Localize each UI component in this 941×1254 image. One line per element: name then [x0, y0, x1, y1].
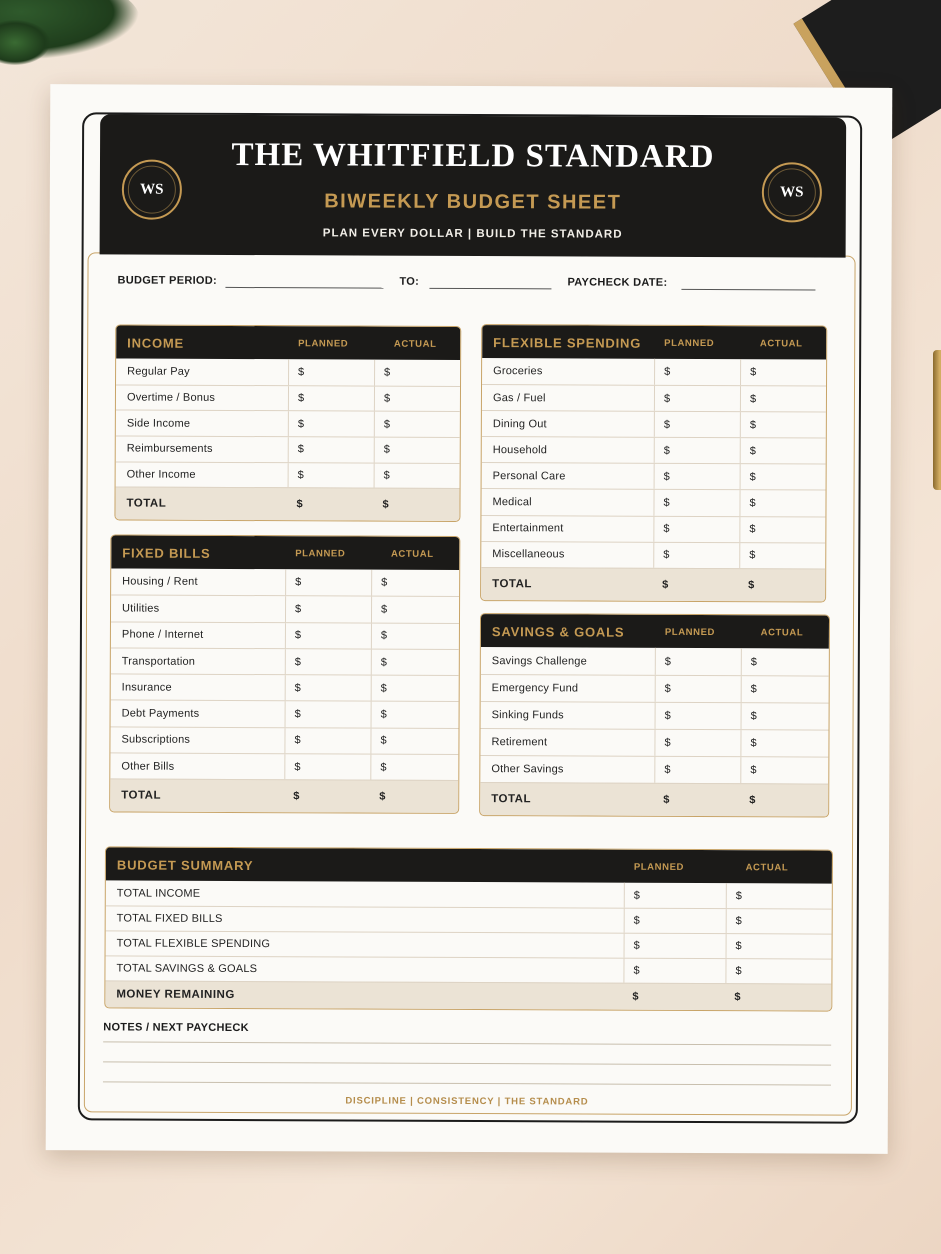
- actual-amount-field[interactable]: [371, 702, 461, 728]
- actual-amount-field[interactable]: [726, 909, 833, 933]
- savings-goals-row: [481, 674, 829, 703]
- summary-row: [106, 930, 832, 958]
- summary-header: [106, 847, 832, 883]
- currency-symbol: $: [749, 523, 756, 536]
- budget-period-label: BUDGET PERIOD:: [117, 274, 218, 287]
- period-row: [115, 272, 835, 295]
- total-label: TOTAL: [126, 497, 167, 511]
- total-label: MONEY REMAINING: [116, 988, 235, 1001]
- currency-symbol: $: [380, 735, 387, 748]
- actual-column-header: ACTUAL: [759, 338, 803, 350]
- planned-amount-field[interactable]: [284, 728, 370, 754]
- currency-symbol: $: [662, 578, 669, 591]
- actual-total-field[interactable]: [373, 489, 461, 521]
- row-label: Regular Pay: [127, 365, 190, 378]
- fixed-bills-row: [111, 595, 459, 623]
- paycheck-date-field[interactable]: [681, 289, 815, 291]
- row-label: Subscriptions: [121, 733, 191, 747]
- savings-goals-header: [481, 614, 829, 649]
- currency-symbol: $: [296, 498, 303, 511]
- planned-amount-field[interactable]: [653, 542, 739, 567]
- currency-symbol: $: [735, 915, 742, 928]
- currency-symbol: $: [380, 629, 388, 642]
- planned-column-header: PLANNED: [633, 861, 685, 873]
- summary-total-row: [105, 980, 831, 1010]
- row-label: Debt Payments: [121, 707, 200, 720]
- fixed-bills-row: [110, 726, 458, 754]
- currency-symbol: $: [297, 392, 305, 405]
- row-label: Personal Care: [492, 470, 566, 483]
- planned-amount-field[interactable]: [655, 648, 741, 675]
- planned-amount-field[interactable]: [285, 702, 371, 728]
- planned-total-field[interactable]: [287, 489, 373, 521]
- actual-column-header: ACTUAL: [393, 338, 437, 350]
- savings-goals-row: [481, 701, 829, 730]
- savings-goals-row: [480, 755, 828, 784]
- currency-symbol: $: [383, 469, 390, 482]
- actual-amount-field[interactable]: [374, 438, 462, 463]
- planned-amount-field[interactable]: [285, 649, 371, 675]
- planned-amount-field[interactable]: [654, 757, 740, 783]
- income-row: [116, 461, 460, 488]
- fixed-bills-row: [110, 753, 458, 781]
- currency-symbol: $: [294, 708, 301, 721]
- fixed-bills-title: FIXED BILLS: [122, 545, 211, 561]
- actual-amount-field[interactable]: [371, 623, 460, 649]
- actual-amount-field[interactable]: [374, 463, 462, 488]
- row-label: Sinking Funds: [491, 709, 564, 722]
- planned-amount-field[interactable]: [288, 386, 374, 411]
- row-label: Reimbursements: [126, 442, 213, 456]
- fixed-bills-total-row: [110, 779, 458, 814]
- currency-symbol: $: [383, 444, 390, 457]
- currency-symbol: $: [734, 991, 741, 1004]
- actual-column-header: ACTUAL: [745, 862, 789, 874]
- row-label: Other Bills: [121, 760, 175, 773]
- currency-symbol: $: [663, 549, 670, 562]
- currency-symbol: $: [750, 764, 757, 777]
- row-label: TOTAL INCOME: [116, 886, 201, 900]
- planned-amount-field[interactable]: [624, 934, 726, 958]
- currency-symbol: $: [633, 964, 640, 977]
- currency-symbol: $: [297, 417, 305, 430]
- total-label: TOTAL: [121, 789, 162, 803]
- logo-text: WS: [780, 183, 804, 200]
- sheet-tagline: PLAN EVERY DOLLAR | BUILD THE STANDARD: [322, 227, 623, 241]
- fixed-bills-row: [111, 700, 459, 728]
- currency-symbol: $: [663, 470, 670, 483]
- paycheck-date-label: PAYCHECK DATE:: [567, 276, 668, 289]
- currency-symbol: $: [381, 576, 388, 589]
- currency-symbol: $: [664, 763, 671, 776]
- sheet-title: THE WHITFIELD STANDARD: [231, 136, 715, 176]
- planned-amount-field[interactable]: [624, 909, 726, 933]
- currency-symbol: $: [749, 445, 756, 458]
- actual-amount-field[interactable]: [371, 649, 461, 675]
- row-label: Transportation: [121, 655, 196, 668]
- planned-column-header: PLANNED: [664, 337, 715, 350]
- flexible-spending-title: FLEXIBLE SPENDING: [493, 335, 642, 351]
- currency-symbol: $: [750, 366, 757, 379]
- summary-row: [105, 955, 831, 983]
- notes-label: NOTES / NEXT PAYCHECK: [103, 1021, 249, 1035]
- currency-symbol: $: [663, 522, 670, 535]
- savings-goals-row: [481, 647, 829, 676]
- actual-amount-field[interactable]: [739, 491, 827, 516]
- actual-amount-field[interactable]: [740, 757, 830, 783]
- to-label: TO:: [399, 275, 420, 288]
- planned-amount-field[interactable]: [288, 437, 374, 462]
- row-label: Side Income: [126, 417, 191, 430]
- currency-symbol: $: [295, 576, 302, 589]
- currency-symbol: $: [295, 603, 302, 616]
- actual-amount-field[interactable]: [740, 359, 827, 385]
- currency-symbol: $: [633, 914, 640, 927]
- actual-amount-field[interactable]: [374, 412, 461, 437]
- actual-amount-field[interactable]: [726, 934, 833, 958]
- currency-symbol: $: [748, 578, 755, 591]
- ws-logo-right: [762, 162, 822, 222]
- fixed-bills-row: [111, 647, 459, 675]
- row-label: Utilities: [122, 602, 160, 615]
- sheet-header: [100, 114, 847, 257]
- actual-amount-field[interactable]: [741, 703, 831, 729]
- fixed-bills-row: [111, 674, 459, 702]
- currency-symbol: $: [750, 655, 757, 668]
- actual-amount-field[interactable]: [740, 465, 828, 490]
- row-label: Other Savings: [491, 763, 564, 776]
- currency-symbol: $: [749, 471, 756, 484]
- fixed-bills-header: [111, 535, 459, 570]
- savings-goals-row: [480, 728, 828, 757]
- sheet-subtitle: BIWEEKLY BUDGET SHEET: [324, 190, 622, 214]
- currency-symbol: $: [381, 603, 388, 616]
- currency-symbol: $: [735, 965, 742, 978]
- row-label: Housing / Rent: [122, 575, 198, 588]
- planned-total-field[interactable]: [654, 784, 740, 816]
- flexible-spending-row: [481, 541, 825, 569]
- row-label: Miscellaneous: [492, 548, 565, 561]
- income-header: [116, 325, 460, 360]
- row-label: Other Income: [126, 468, 196, 481]
- row-label: Overtime / Bonus: [126, 391, 216, 404]
- planned-amount-field[interactable]: [654, 438, 740, 463]
- actual-total-field[interactable]: [740, 784, 830, 816]
- row-label: Emergency Fund: [491, 682, 579, 695]
- currency-symbol: $: [294, 734, 301, 747]
- actual-amount-field[interactable]: [740, 386, 827, 411]
- currency-symbol: $: [663, 496, 670, 509]
- currency-symbol: $: [380, 656, 387, 669]
- planned-column-header: PLANNED: [295, 548, 346, 560]
- currency-symbol: $: [633, 889, 640, 902]
- currency-symbol: $: [380, 682, 387, 695]
- currency-symbol: $: [749, 497, 756, 510]
- flexible-spending-row: [481, 489, 825, 517]
- row-label: TOTAL SAVINGS & GOALS: [116, 962, 258, 976]
- planned-amount-field[interactable]: [654, 730, 740, 756]
- currency-symbol: $: [663, 392, 671, 405]
- to-date-field[interactable]: [429, 288, 551, 290]
- currency-symbol: $: [293, 790, 300, 803]
- planned-amount-field[interactable]: [654, 386, 740, 411]
- planned-total-field[interactable]: [653, 569, 739, 601]
- currency-symbol: $: [750, 710, 757, 723]
- budget-period-field[interactable]: [225, 287, 383, 289]
- income-row: [116, 410, 460, 437]
- flexible-spending-header: [482, 325, 826, 360]
- actual-amount-field[interactable]: [371, 676, 461, 702]
- currency-symbol: $: [297, 443, 304, 456]
- actual-amount-field[interactable]: [739, 543, 827, 568]
- row-label: Phone / Internet: [121, 628, 204, 642]
- row-label: Medical: [492, 496, 532, 509]
- planned-amount-field[interactable]: [624, 883, 726, 908]
- currency-symbol: $: [382, 499, 389, 512]
- planned-amount-field[interactable]: [655, 703, 741, 729]
- currency-symbol: $: [383, 392, 391, 405]
- actual-amount-field[interactable]: [371, 597, 460, 623]
- pen-decoration: [933, 350, 941, 490]
- row-label: Savings Challenge: [491, 654, 587, 668]
- income-title: INCOME: [127, 335, 185, 351]
- actual-total-field[interactable]: [725, 984, 833, 1010]
- planned-amount-field[interactable]: [623, 959, 725, 983]
- savings-goals-total-row: [480, 782, 828, 817]
- planned-amount-field[interactable]: [653, 516, 739, 541]
- actual-amount-field[interactable]: [739, 517, 827, 542]
- currency-symbol: $: [663, 418, 671, 431]
- planned-amount-field[interactable]: [653, 490, 739, 515]
- currency-symbol: $: [749, 418, 757, 431]
- income-row: [116, 384, 460, 411]
- actual-amount-field[interactable]: [726, 883, 833, 908]
- planned-amount-field[interactable]: [285, 569, 371, 596]
- currency-symbol: $: [750, 683, 757, 696]
- currency-symbol: $: [749, 392, 757, 405]
- planned-total-field[interactable]: [623, 984, 725, 1010]
- currency-symbol: $: [380, 708, 387, 721]
- actual-amount-field[interactable]: [370, 728, 460, 754]
- planned-column-header: PLANNED: [298, 338, 349, 350]
- planned-amount-field[interactable]: [654, 359, 740, 385]
- currency-symbol: $: [663, 444, 670, 457]
- flexible-spending-row: [482, 436, 826, 464]
- total-label: TOTAL: [492, 577, 532, 591]
- currency-symbol: $: [749, 794, 756, 807]
- planned-amount-field[interactable]: [285, 623, 371, 649]
- currency-symbol: $: [294, 629, 302, 642]
- planned-total-field[interactable]: [284, 781, 370, 813]
- flexible-spending-row: [482, 358, 826, 386]
- row-label: Household: [492, 443, 548, 457]
- flexible-spending-row: [482, 410, 826, 438]
- currency-symbol: $: [633, 939, 640, 952]
- currency-symbol: $: [663, 793, 670, 806]
- actual-amount-field[interactable]: [374, 386, 461, 411]
- row-label: Gas / Fuel: [492, 391, 546, 404]
- row-label: Retirement: [491, 736, 548, 749]
- currency-symbol: $: [294, 655, 301, 668]
- currency-symbol: $: [664, 365, 671, 378]
- row-label: Dining Out: [492, 417, 547, 431]
- currency-symbol: $: [298, 366, 305, 379]
- flexible-spending-total-row: [481, 567, 825, 602]
- budget-sheet: [46, 84, 893, 1154]
- currency-symbol: $: [749, 549, 756, 562]
- currency-symbol: $: [383, 418, 390, 431]
- flexible-spending-row: [481, 515, 825, 543]
- currency-symbol: $: [750, 737, 757, 750]
- actual-amount-field[interactable]: [741, 648, 830, 675]
- currency-symbol: $: [664, 655, 671, 668]
- fixed-bills-section: [109, 534, 460, 814]
- actual-total-field[interactable]: [370, 781, 460, 813]
- flexible-spending-row: [482, 462, 826, 490]
- total-label: TOTAL: [491, 793, 532, 806]
- currency-symbol: $: [384, 366, 391, 379]
- row-label: Insurance: [121, 681, 172, 694]
- currency-symbol: $: [664, 709, 671, 722]
- budget-summary-section: [104, 846, 833, 1011]
- currency-symbol: $: [294, 760, 301, 773]
- row-label: Entertainment: [492, 522, 564, 535]
- flexible-spending-row: [482, 384, 826, 412]
- currency-symbol: $: [379, 790, 386, 804]
- currency-symbol: $: [664, 682, 671, 695]
- savings-goals-section: [479, 613, 830, 818]
- currency-symbol: $: [735, 940, 742, 953]
- actual-amount-field[interactable]: [740, 438, 828, 463]
- row-label: TOTAL FLEXIBLE SPENDING: [116, 937, 271, 951]
- actual-amount-field[interactable]: [374, 360, 461, 386]
- planned-amount-field[interactable]: [285, 675, 371, 701]
- currency-symbol: $: [664, 736, 671, 749]
- summary-row: [106, 905, 832, 933]
- sheet-footer: DISCIPLINE | CONSISTENCY | THE STANDARD: [345, 1095, 589, 1108]
- planned-column-header: PLANNED: [664, 626, 716, 639]
- actual-amount-field[interactable]: [741, 676, 830, 702]
- currency-symbol: $: [632, 990, 639, 1003]
- planned-amount-field[interactable]: [285, 596, 371, 622]
- planned-amount-field[interactable]: [654, 464, 740, 489]
- currency-symbol: $: [735, 889, 742, 902]
- actual-amount-field[interactable]: [370, 755, 460, 781]
- row-label: TOTAL FIXED BILLS: [116, 912, 223, 925]
- summary-title: BUDGET SUMMARY: [116, 857, 254, 874]
- flexible-spending-section: [480, 324, 827, 602]
- savings-goals-title: SAVINGS & GOALS: [491, 624, 625, 640]
- currency-symbol: $: [380, 761, 387, 774]
- actual-amount-field[interactable]: [740, 412, 827, 437]
- planned-amount-field[interactable]: [655, 676, 741, 702]
- planned-amount-field[interactable]: [288, 359, 374, 385]
- actual-amount-field[interactable]: [740, 730, 830, 756]
- logo-text: WS: [140, 181, 164, 198]
- actual-amount-field[interactable]: [725, 959, 833, 983]
- actual-amount-field[interactable]: [371, 570, 460, 597]
- actual-column-header: ACTUAL: [760, 627, 804, 639]
- currency-symbol: $: [297, 469, 304, 482]
- fixed-bills-row: [111, 568, 459, 596]
- income-total-row: [115, 487, 459, 522]
- income-section: [114, 324, 461, 522]
- actual-total-field[interactable]: [739, 569, 827, 601]
- income-row: [116, 436, 460, 463]
- planned-amount-field[interactable]: [654, 412, 740, 437]
- currency-symbol: $: [294, 682, 301, 695]
- actual-column-header: ACTUAL: [390, 548, 434, 560]
- planned-amount-field[interactable]: [284, 754, 370, 780]
- planned-amount-field[interactable]: [288, 463, 374, 488]
- income-row: [116, 358, 460, 385]
- summary-row: [106, 880, 832, 908]
- row-label: Groceries: [493, 365, 543, 378]
- planned-amount-field[interactable]: [288, 412, 374, 437]
- fixed-bills-row: [111, 621, 459, 649]
